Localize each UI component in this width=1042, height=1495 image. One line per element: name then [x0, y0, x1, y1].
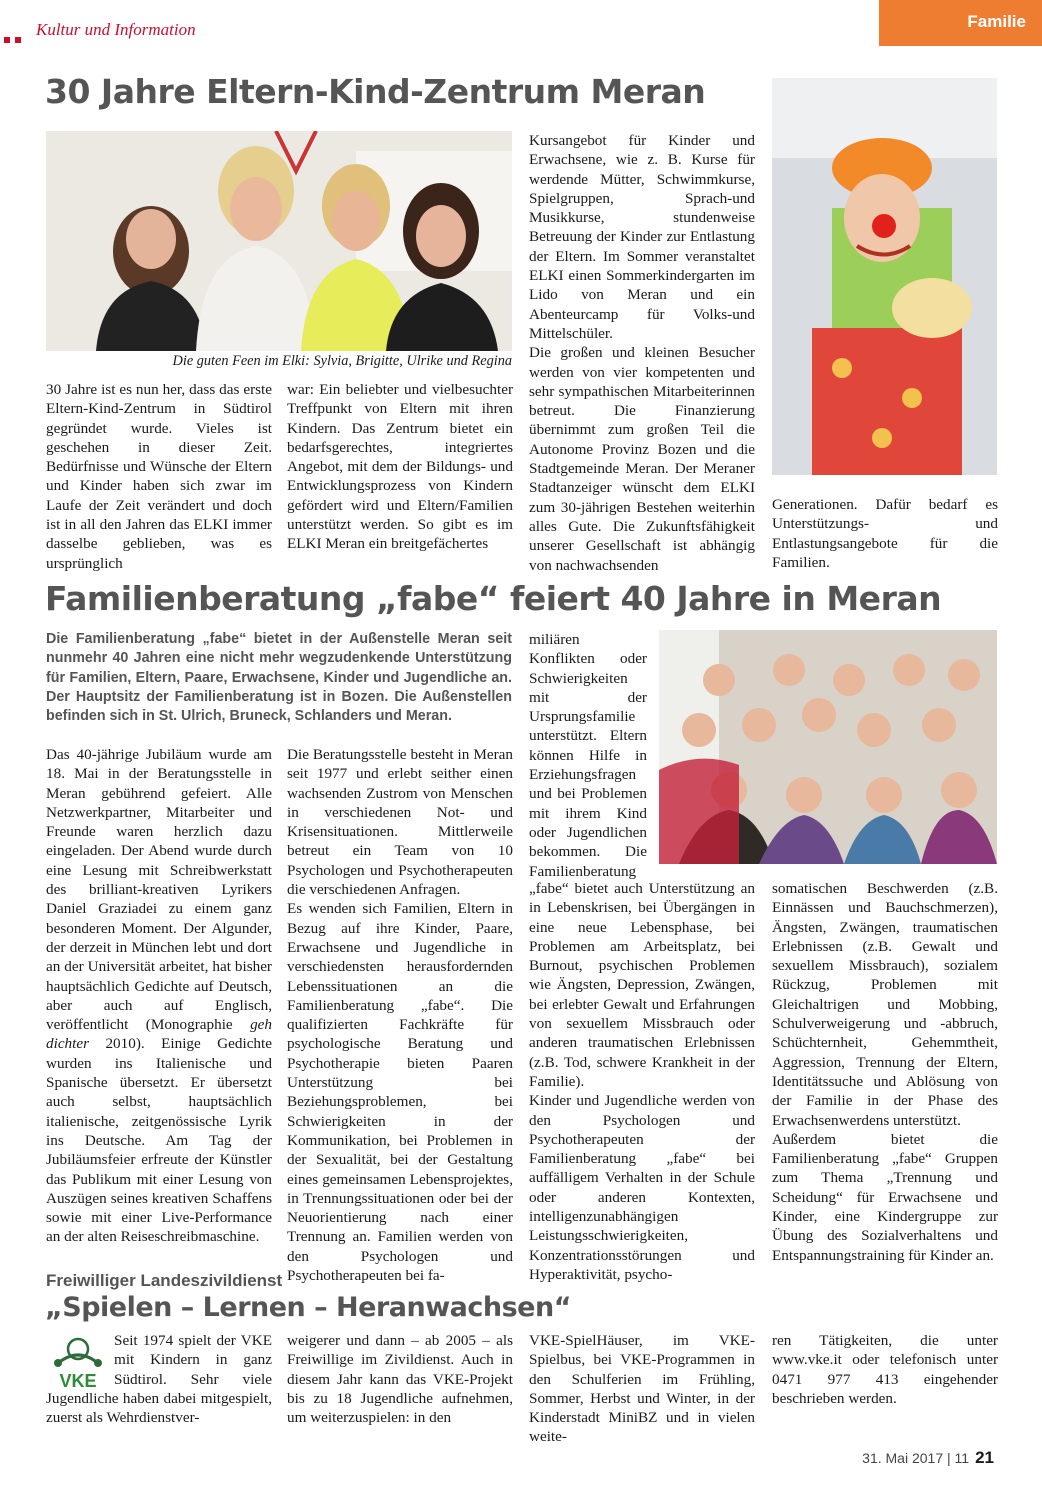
article2-col3-para1: „fabe“ bietet auch Unterstützung an in Lebenskrisen, bei Übergängen in eine neue Lebensphase, bei Problemen am Arbeitsplatz, bei Burnout, psychischen Problemen wie Ängsten, Depression, Zwängen, bei erlebter Gewalt und Erfahrungen von sexuellem Missbrauch oder anderen traumatischen Erlebnissen (z.B. Tod, schwere Krankheit in der Familie). [529, 880, 755, 1090]
article2-col3-top-text: miliären Konflikten oder Schwierigkeiten mit der Ursprungsfamilie unterstützt. Eltern können Hilfe in Erziehungsfragen und bei Problemen mit ihrem Kind oder Jugendlichen bekommen. Die Familienberatung [529, 631, 647, 880]
article3-column-4 [772, 1331, 998, 1408]
header-squares [4, 30, 34, 38]
photo-caption: Die guten Feen im Elki: Sylvia, Brigitte, Ulrike und Regina [172, 353, 512, 369]
article1-col3-para1: Kursangebot für Kinder und Erwachsene, wie z. B. Kurse für werdende Mütter, Schwimmkurse, Spielgruppen, Sprach-und Musikkurse, stundenweise Betreuung der Kinder zur Entlastung der Eltern. Im Sommer veranstaltet ELKI einen Sommerkindergarten im Lido von Meran und ein Abenteurcamp für Volks-und Mittelschüler. [529, 132, 755, 342]
article2-column-3-top [529, 630, 647, 881]
article3-col3-text: VKE-SpielHäuser, im VKE-Spielbus, bei VKE-Programmen in den Schulferien im Frühling, Sommer, Herbst und Winter, in der Kinderstadt MiniBZ und in vielen weite- [529, 1332, 755, 1446]
article2-col4-para1: somatischen Beschwerden (z.B. Einnässen und Bauchschmerzen), Ängsten, Zwängen, traumatischen Erlebnissen (z.B. Gewalt und sexuellem Missbrauch), sozialem Rückzug, Problemen mit Gleichaltrigen und Mobbing, Schulverweigerung und -abbruch, Schüchternheit, Gehemmtheit, Aggression, Trennung der Eltern, Identitätssuche und Ablösung von der Familie in der Phase des Erwachsenwerdens unterstützt. [772, 880, 998, 1129]
page-number: 21 [975, 1448, 994, 1467]
issue-date: 31. Mai 2017 | 11 [862, 1450, 970, 1466]
article2-column-2 [287, 745, 513, 1285]
article1-column-1 [46, 380, 272, 573]
article3-kicker: Freiwilliger Landeszivildienst [46, 1271, 283, 1290]
section-label: Kultur und Information [36, 20, 196, 39]
article1-col3-para2: Die großen und kleinen Besucher werden von vier kompetenten und sehr sympathischen Mitarbeiterinnen betreut. Die Finanzierung übernimmt zum großen Teil die Autonome Provinz Bozen und die Stadtgemeinde Meran. Der Meraner Stadtanzeiger wünscht dem ELKI zum 30-jährigen Bestehen weiterhin alles Gute. Die Zukunftsfähigkeit unserer Gesellschaft ist abhängig von nachwachsenden [529, 344, 755, 574]
clown-photo [772, 78, 997, 475]
article1-column-4 [772, 495, 998, 572]
article3-title: „Spielen – Lernen – Heranwachsen“ [45, 1292, 571, 1323]
article3-column-3 [529, 1331, 755, 1447]
vke-logo-text: VKE [59, 1371, 97, 1391]
article3-column-2 [287, 1331, 513, 1427]
article2-title: Familienberatung „fabe“ feiert 40 Jahre in Meran [45, 579, 942, 618]
article2-col1-text-b: 2010). Einige Gedichte wurden ins Italienische und Spanische übersetzt. Er übersetzt auch selbst, hauptsächlich italienische, zeitgenössische Lyrik ins Deutsche. Am Tag der Jubiläumsfeier erfreute der Künstler das Publikum mit einer Lesung von Auszügen seines kreativen Schaffens sowie mit einer Live-Performance an der alten Reiseschreibmaschine. [46, 1035, 272, 1246]
article3-col1-text-span: Seit 1974 spielt der VKE mit Kindern in ganz Südtirol. Sehr viele Jugendliche haben dabei mitgespielt, zuerst als Wehrdienstver- [46, 1332, 272, 1427]
article2-col3-para2: Kinder und Jugendliche werden von den Psychologen und Psychotherapeuten der Familienberatung „fabe“ bei auffälligem Verhalten in der Schule oder anderen Kontexten, intelligenzunabhängigen Leistungsschwierigkeiten, Konzentrationsstörungen und Hyperaktivität, psycho- [529, 1092, 755, 1283]
article1-col1-text: 30 Jahre ist es nun her, dass das erste Eltern-Kind-Zentrum in Südtirol gegründet wurde. Vieles ist geschehen in dieser Zeit. Bedürfnisse und Wünsche der Eltern und Kinder haben sich zwar im Laufe der Zeit verändert und doch ist in all den Jahren das ELKI immer dasselbe geblieben, was es ursprünglich [46, 381, 272, 572]
article3-col1-text [46, 1331, 272, 1427]
elki-team-photo [46, 131, 512, 351]
category-tab: Familie [879, 0, 1042, 46]
article3-col4-text: ren Tätigkeiten, die unter www.vke.it oder telefonisch unter 0471 977 413 eingehender beschrieben werden. [772, 1332, 998, 1407]
article1-column-2 [287, 380, 513, 554]
article1-column-3 [529, 131, 755, 575]
article2-column-4 [772, 879, 998, 1265]
article2-col2-para2: Es wenden sich Familien, Eltern in Bezug auf ihre Kinder, Paare, Erwachsene und Jugendliche in verschiedensten herausfordernden Lebenssituationen an die Familienberatung „fabe“. Die qualifizierten Fachkräfte für psychologische Beratung und Psychotherapie bieten Paaren Unterstützung bei Beziehungsproblemen, bei Schwierigkeiten in der Kommunikation, bei Problemen in der Sexualität, bei der Gestaltung eines gemeinsamen Lebensprojektes, in Trennungssituationen oder bei der Neuorientierung nach einer Trennung an. Familien werden von den Psychologen und Psychotherapeuten bei fa- [287, 900, 513, 1285]
article2-lead: Die Familienberatung „fabe“ bietet in der Außenstelle Meran seit nunmehr 40 Jahren eine nicht mehr wegzudenkende Unterstützung für Familien, Eltern, Paare, Erwachsene, Kinder und Jugendliche an. Der Hauptsitz der Familienberatung ist in Bozen. Die Außenstellen befinden sich in St. Ulrich, Bruneck, Schlanders und Meran. [46, 631, 512, 725]
article3-column-1 [46, 1331, 272, 1427]
article1-col2-text: war: Ein beliebter und vielbesuchter Treffpunkt von Eltern mit ihren Kindern. Das Zentrum bietet ein bedarfsgerechtes, integriertes Angebot, mit dem der Bildungs- und Entwicklungsprozess von Kindern gefördert wird und Eltern/Familien unterstützt werden. So gibt es im ELKI Meran ein breitgefächertes [287, 381, 513, 553]
fabe-team-photo [659, 630, 997, 864]
article2-col2-para1: Die Beratungsstelle besteht in Meran seit 1977 und erlebt seither einen wachsenden Zustrom von Menschen in verschiedenen Not- und Krisensituationen. Mittlerweile betreut ein Team von 10 Psychologen und Psychotherapeuten die verschiedenen Anfragen. [287, 746, 513, 899]
page-footer [862, 1448, 994, 1468]
article1-col4-text: Generationen. Dafür bedarf es Unterstützungs- und Entlastungsangebote für die Familien. [772, 496, 998, 571]
article2-col1-text [46, 745, 272, 1247]
article3-col2-text: weigerer und dann – ab 2005 – als Freiwillige im Zivildienst. Auch in diesem Jahr kann das VKE-Projekt bis zu 18 Jugendliche aufnehmen, um weiterzuspielen: in den [287, 1332, 513, 1427]
article2-col4-para2: Außerdem bietet die Familienberatung „fabe“ Gruppen zum Thema „Trennung und Scheidung“ für Erwachsene und Kinder, eine Kindergruppe zur Übung des Sozialverhaltens und Entspannungstraining für Kinder an. [772, 1130, 998, 1264]
article2-column-3 [529, 879, 755, 1284]
article2-col1-book-title: geh dichter [46, 1016, 272, 1053]
article2-column-1 [46, 745, 272, 1247]
article2-col1-text-a: Das 40-jährige Jubiläum wurde am 18. Mai in der Beratungsstelle in Meran gebührend gefeiert. Alle Netzwerkpartner, Mitarbeiter und Freunde waren herzlich dazu eingeladen. Der Abend wurde durch eine Lesung mit Schreibwerkstatt des brilliant-kreativen Lyrikers Daniel Graziadei zu einem ganz besonderen Moment. Der Algunder, der derzeit in München lebt und dort an der Universität arbeitet, hat bisher hauptsächlich Gedichte auf Deutsch, aber auch auf Englisch, veröffentlicht (Monographie [46, 746, 272, 1034]
article1-title: 30 Jahre Eltern-Kind-Zentrum Meran [45, 72, 706, 111]
